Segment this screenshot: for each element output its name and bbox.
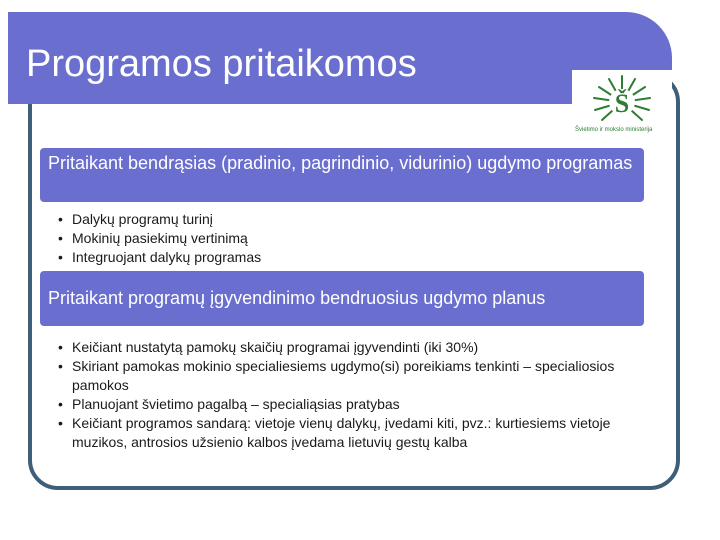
plans-bullet-list (58, 338, 618, 452)
list-item: • Dalykų programų turinį (58, 211, 213, 227)
svg-text:Š: Š (614, 89, 630, 118)
list-item: • Mokinių pasiekimų vertinimą (58, 230, 248, 246)
section-heading-curriculum: Pritaikant bendrąsias (pradinio, pagrindinio, vidurinio) ugdymo programas (40, 148, 644, 202)
slide-title: Programos pritaikomos (26, 43, 417, 85)
list-item: • Integruojant dalykų programas (58, 249, 262, 265)
section-heading-plans: Pritaikant programų įgyvendinimo bendruosius ugdymo planus (40, 271, 644, 326)
bullet-icon: • (58, 358, 63, 374)
bullet-icon: • (58, 211, 63, 227)
list-item: • Keičiant programos sandarą: vietoje vienų dalykų, įvedami kiti, pvz.: kurtiesiems vietoje muzikos, antrosios užsienio kalbos įvedama lietuvių gestų kalba (58, 415, 611, 450)
curriculum-bullet-list (58, 210, 618, 266)
list-item: • Skiriant pamokas mokinio specialiesiems ugdymo(si) poreikiams tenkinti – specialiosios pamokos (58, 358, 615, 393)
bullet-icon: • (58, 230, 63, 246)
bullet-icon: • (58, 415, 63, 431)
bullet-icon: • (58, 249, 63, 265)
bullet-icon: • (58, 339, 63, 355)
logo-caption: Švietimo ir mokslo ministerija (575, 127, 653, 133)
list-item: • Planuojant švietimo pagalbą – specialiąsias pratybas (58, 396, 400, 412)
bullet-icon: • (58, 396, 63, 412)
ministry-emblem-icon (572, 70, 672, 134)
list-item: • Keičiant nustatytą pamokų skaičių programai įgyvendinti (iki 30%) (58, 339, 479, 355)
